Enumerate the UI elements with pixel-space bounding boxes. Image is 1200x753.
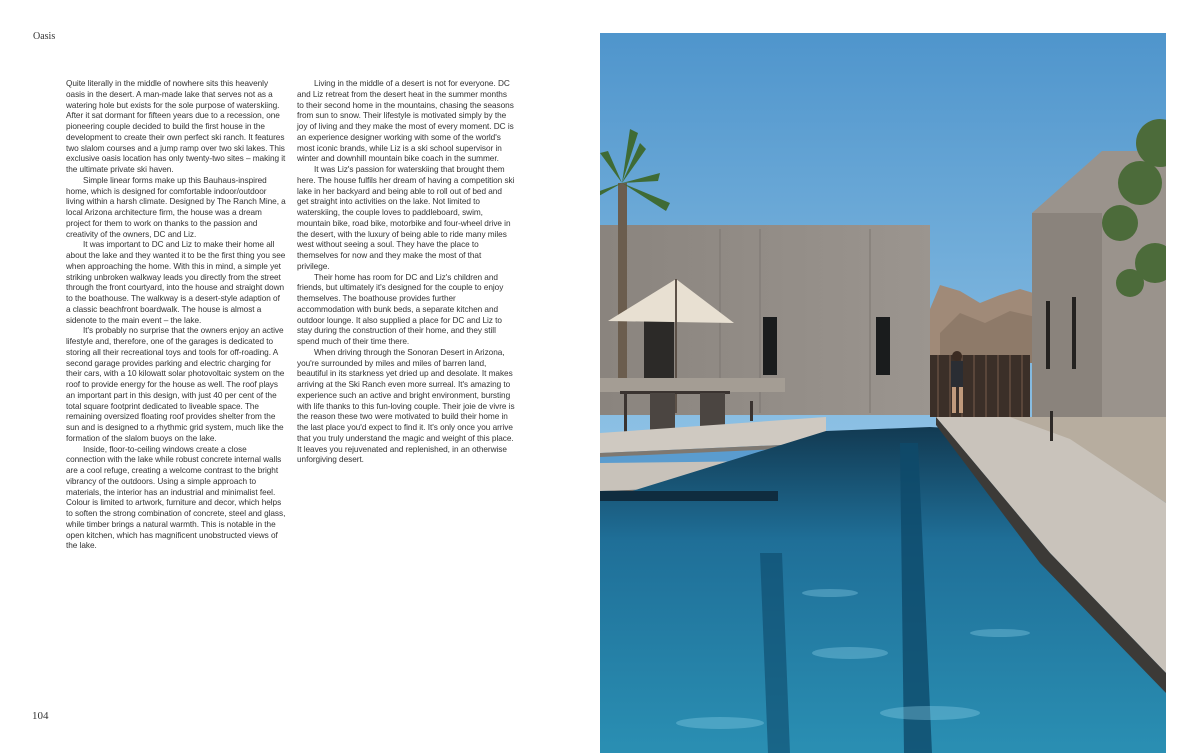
paragraph: Living in the middle of a desert is not for everyone. DC and Liz retreat from the desert heat in the summer months to their second home in the mountains, chasing the seasons from sun to snow. Their lifestyle is motivated simply by the joy of living and they make the most of every moment. DC is an experience designer working with some of the world's most iconic brands, while Liz is a ski school supervisor in winter and downhill mountain bike coach in the summer. bbox=[297, 79, 514, 164]
paragraph: Inside, floor-to-ceiling windows create a close connection with the lake while robust concrete internal walls are a cool refuge, creating a welcome contrast to the bright vibrancy of the outdoors. Using a simple approach to materials, the interior has an industrial and minimalist feel. Colour is limited to artwork, furniture and decor, which helps to soften the strong combination of concrete, steel and glass, while timber brings a natural warmth. This is notable in the open kitchen, which has magnificent unobstructed views of the lake. bbox=[66, 444, 286, 551]
paragraph: Their home has room for DC and Liz's children and friends, but ultimately it's designed for the couple to enjoy themselves. The boathouse provides further accommodation with bunk beds, a separate kitchen and outdoor lounge. It also supplied a place for DC and Liz to stay during the construction of their home, and they still spend much of their time there. bbox=[297, 272, 504, 346]
paragraph: It was important to DC and Liz to make their home all about the lake and they wanted it to be the first thing you see when approaching the home. With this in mind, a simple yet striking unbroken walkway leads you directly from the street through the front courtyard, into the house and straight down to the boathouse. The walkway is a desert-style adaption of a classic beachfront boardwalk. The house is almost a sidenote to the main event – the lake. bbox=[66, 240, 286, 325]
paragraph: When driving through the Sonoran Desert in Arizona, you're surrounded by miles and miles of barren land, beautiful in its starkness yet dried up and desolate. It makes arriving at the Ski Ranch even more surreal. It's amazing to experience such an active and bright environment, bursting with life thanks to this fun-loving couple. Their joie de vivre is the reason these two were motivated to build their home in the last place you'd expect to find it. It's only once you arrive that you truly understand the magic and weight of this place. It leaves you rejuvenated and replenished, in an otherwise unforgiving desert. bbox=[297, 347, 515, 465]
running-head: Oasis bbox=[33, 31, 56, 42]
text-column-1 bbox=[66, 79, 286, 552]
house-lake-photo bbox=[600, 33, 1166, 753]
paragraph: Quite literally in the middle of nowhere sits this heavenly oasis in the desert. A man-made lake that serves not as a watering hole but exists for the sole purpose of waterskiing. After it sat dormant for fifteen years due to a recession, one pioneering couple decided to build the first house in the development to create their own perfect ski ranch. It features two slalom courses and a jump ramp over two ski lakes. This exclusive oasis location has only twenty-two sites – making it the ultimate private ski haven. bbox=[66, 79, 286, 174]
page-number: 104 bbox=[32, 710, 49, 722]
text-column-2 bbox=[297, 79, 515, 466]
paragraph: Simple linear forms make up this Bauhaus-inspired home, which is designed for comfortable indoor/outdoor living within a harsh climate. Designed by The Ranch Mine, a local Arizona architecture firm, the house was a dream project for them to work on thanks to the passion and creativity of the owners, DC and Liz. bbox=[66, 175, 286, 239]
paragraph: It's probably no surprise that the owners enjoy an active lifestyle and, therefore, one of the garages is dedicated to storing all their recreational toys and tools for off-roading. A second garage provides parking and electric charging for their cars, with a 10 kilowatt solar photovoltaic system on the roof to provide energy for the house as well. The roof plays an important part in this design, with just 40 per cent of the total square footprint dedicated to liveable space. The remaining oversized floating roof provides shelter from the sun and is designed to a rhythmic grid system, much like the formation of the slalom buoys on the lake. bbox=[66, 326, 285, 443]
paragraph: It was Liz's passion for waterskiing that brought them here. The house fulfils her dream of having a competition ski lake in her backyard and being able to roll out of bed and get straight into activities on the lake. Not limited to waterskiing, the couple loves to paddleboard, swim, mountain bike, road bike, motorbike and four-wheel drive in the desert, with the luxury of being able to ride many miles west without seeing a soul. They have the place to themselves for now and they make the most of that privilege. bbox=[297, 165, 515, 271]
